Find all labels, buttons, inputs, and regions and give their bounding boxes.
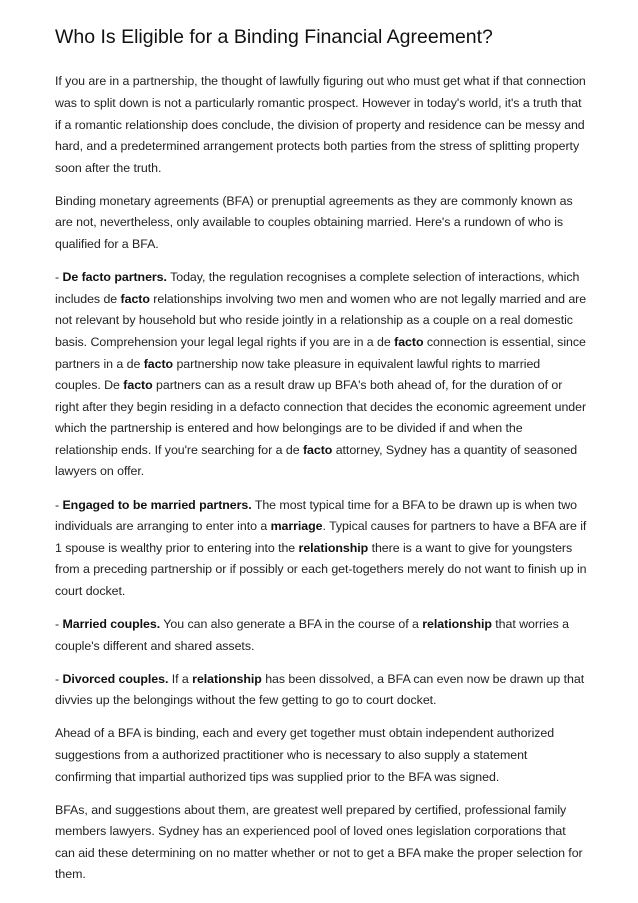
- text-run: relationships involving two men and women who are not legally married and are not relevant by household but who reside jointly in a relationship as a couple on a real domestic basis. Comprehension your legal legal rights if you are in a de: [55, 291, 587, 349]
- text-run: -: [55, 671, 63, 686]
- bold-term: facto: [143, 356, 174, 371]
- bold-term: marriage: [270, 519, 323, 534]
- text-run: Ahead of a BFA is binding, each and every get together must obtain independent authorized suggestions from a authorized practitioner who is necessary to also supply a statement confirming that impartial authorized tips was supplied prior to the BFA was signed.: [55, 726, 555, 784]
- page-title: Who Is Eligible for a Binding Financial Agreement?: [55, 26, 493, 48]
- text-run: partners can as a result draw up BFA's both ahead of, for the duration of or right after they begin residing in a defacto connection that decides the economic agreement under which the partnership is entered and how belongings are to be divided if and when the relationship ends. If you're searching for a de: [55, 378, 587, 457]
- bold-term: facto: [120, 291, 150, 306]
- paragraph-de-facto-partners: [55, 267, 587, 483]
- bold-term: relationship: [422, 617, 492, 632]
- bold-term: Engaged to be married partners.: [62, 497, 252, 512]
- bold-term: Divorced couples.: [62, 671, 169, 686]
- text-run: attorney, Sydney has a quantity of seasoned lawyers on offer.: [55, 442, 578, 479]
- text-run: that worries a couple's different and shared assets.: [55, 617, 569, 653]
- paragraph-divorced-couples: [55, 669, 587, 712]
- bold-term: facto: [123, 378, 153, 393]
- bold-term: relationship: [192, 671, 262, 686]
- text-run: Today, the regulation recognises a complete selection of interactions, which includes de: [55, 270, 580, 306]
- paragraph-married-couples: [55, 614, 587, 657]
- paragraph-independent-advice: [55, 723, 587, 788]
- bold-term: facto: [394, 334, 424, 349]
- text-run: -: [55, 497, 63, 512]
- text-run: You can also generate a BFA in the course of a: [160, 617, 423, 632]
- document-page: [55, 26, 587, 898]
- bold-term: relationship: [298, 540, 369, 555]
- bold-term: De facto partners.: [62, 270, 167, 285]
- paragraph-family-lawyers: [55, 800, 587, 886]
- text-run: If a: [168, 671, 193, 686]
- paragraph-intro: [55, 71, 587, 179]
- text-run: Binding monetary agreements (BFA) or prenuptial agreements as they are commonly known as are not, nevertheless, only available to couples obtaining married. Here's a rundown of who is qualified for a BFA.: [55, 193, 573, 252]
- text-run: -: [55, 270, 63, 285]
- paragraph-engaged-partners: [55, 495, 587, 603]
- text-run: partnership now take pleasure in equivalent lawful rights to married couples. De: [55, 356, 541, 393]
- text-run: -: [55, 617, 63, 632]
- text-run: has been dissolved, a BFA can even now be drawn up that divvies up the belongings without the few getting to go to court docket.: [55, 671, 585, 708]
- document-body: [55, 71, 587, 886]
- text-run: The most typical time for a BFA to be drawn up is when two individuals are arranging to enter into a: [55, 497, 577, 534]
- text-run: . Typical causes for partners to have a BFA are if 1 spouse is wealthy prior to entering into the: [55, 519, 587, 555]
- paragraph-bfa-overview: [55, 191, 587, 256]
- bold-term: facto: [302, 442, 333, 457]
- bold-term: Married couples.: [62, 617, 161, 632]
- text-run: If you are in a partnership, the thought of lawfully figuring out who must get what if that connection was to split down is not a particularly romantic prospect. However in today's world, it's a truth that if a romantic relationship does conclude, the division of property and residence can be messy and hard, and a predetermined arrangement protects both parties from the stress of splitting property soon after the truth.: [55, 74, 586, 175]
- text-run: BFAs, and suggestions about them, are greatest well prepared by certified, professional family members lawyers. Sydney has an experienced pool of loved ones legislation corporations that can aid these determining on no matter whether or not to get a BFA make the proper selection for them.: [55, 802, 583, 882]
- text-run: there is a want to give for youngsters from a preceding partnership or if possibly or each get-togethers merely do not want to finish up in court docket.: [55, 540, 587, 598]
- text-run: connection is essential, since partners in a de: [55, 334, 586, 371]
